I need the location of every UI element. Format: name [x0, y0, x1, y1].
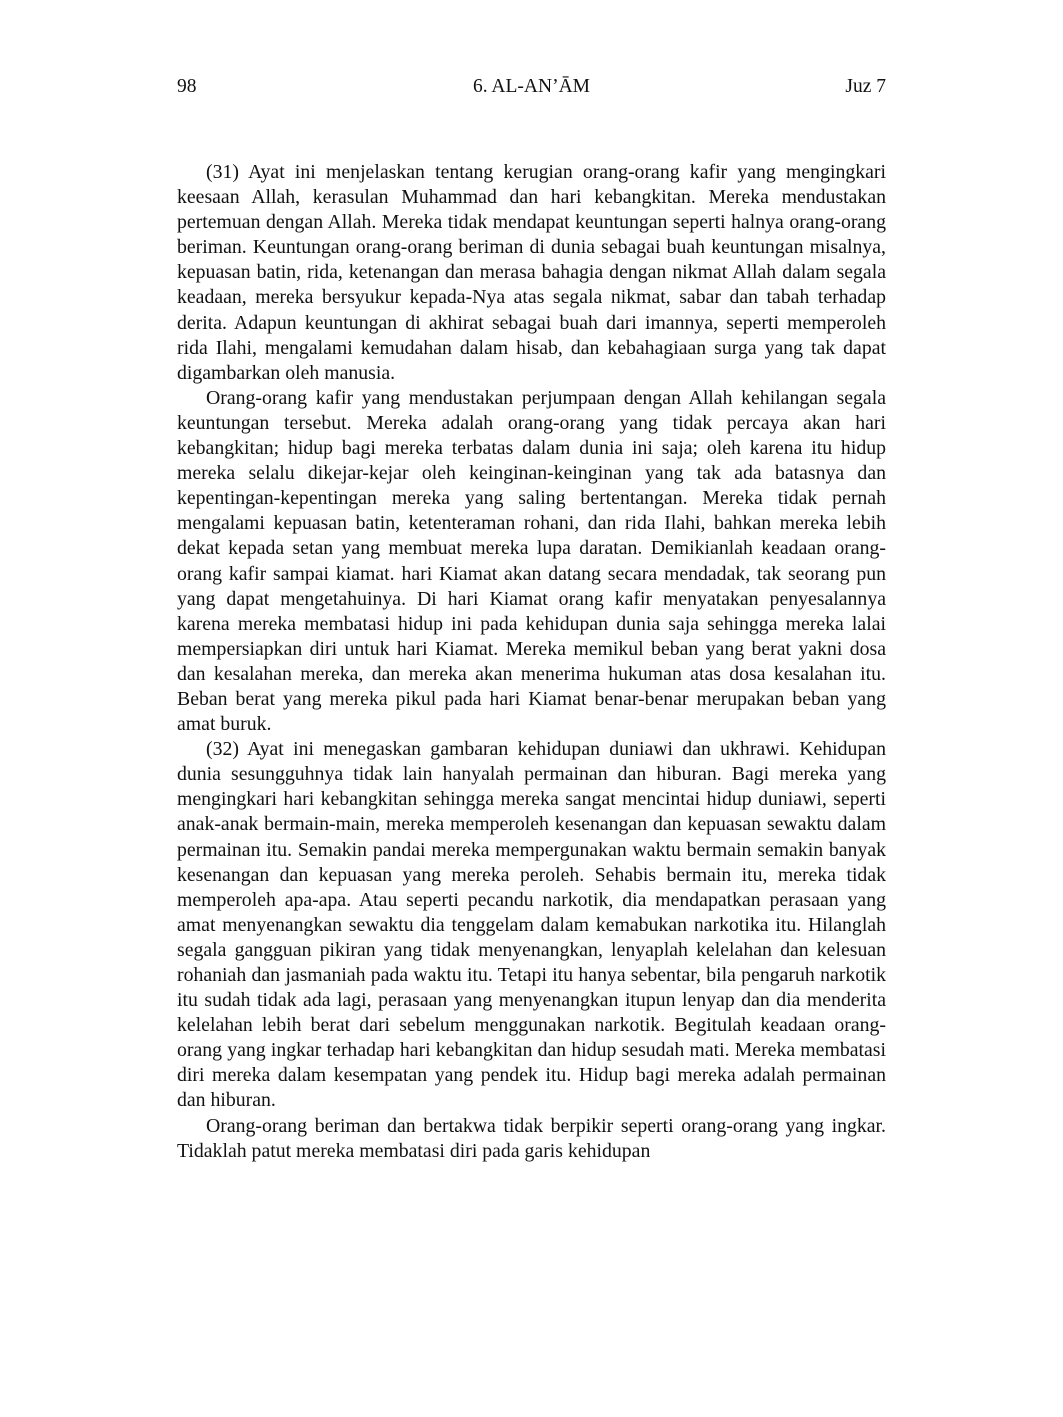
page-number: 98	[177, 76, 197, 97]
paragraph-believers: Orang-orang beriman dan bertakwa tidak berpikir seperti orang-orang yang ingkar. Tidaklah patut mereka membatasi diri pada garis kehidupan	[177, 1114, 886, 1162]
juz-label: Juz 7	[845, 76, 886, 97]
paragraph-verse-31: (31) Ayat ini menjelaskan tentang kerugian orang-orang kafir yang mengingkari keesaan Allah, kerasulan Muhammad dan hari kebangkitan. Mereka mendustakan pertemuan dengan Allah. Mereka tidak mendapat keuntungan seperti halnya orang-orang beriman. Keuntungan orang-orang beriman di dunia sebagai buah keuntungan misalnya, kepuasan batin, rida, ketenangan dan merasa bahagia dengan nikmat Allah dalam segala keadaan, mereka bersyukur kepada-Nya atas segala nikmat, sabar dan tabah terhadap derita. Adapun keuntungan di akhirat sebagai buah dari imannya, seperti memperoleh rida Ilahi, mengalami kemudahan dalam hisab, dan kebahagiaan surga yang tak dapat digambarkan oleh manusia.	[177, 161, 886, 384]
page-header	[177, 76, 886, 102]
paragraph-kafir-loss: Orang-orang kafir yang mendustakan perjumpaan dengan Allah kehilangan segala keuntungan tersebut. Mereka adalah orang-orang yang tidak percaya akan hari kebangkitan; hidup bagi mereka terbatas dalam dunia ini saja; oleh karena itu hidup mereka selalu dikejar-kejar oleh keinginan-keinginan yang tak ada batasnya dan kepentingan-kepentingan mereka yang saling bertentangan. Mereka tidak pernah mengalami kepuasan batin, ketenteraman rohani, dan rida Ilahi, bahkan mereka lebih dekat kepada setan yang membuat mereka lupa daratan. Demikianlah keadaan orang-orang kafir sampai kiamat. hari Kiamat akan datang secara mendadak, tak seorang pun yang dapat mengetahuinya. Di hari Kiamat orang kafir menyatakan penyesalannya karena mereka membatasi hidup ini pada kehidupan dunia saja sehingga mereka lalai mempersiapkan diri untuk hari Kiamat. Mereka memikul beban yang berat yakni dosa dan kesalahan mereka, dan mereka akan menerima hukuman atas dosa kesalahan itu. Beban berat yang mereka pikul pada hari Kiamat benar-benar merupakan beban yang amat buruk.	[177, 386, 886, 736]
chapter-title: 6. AL-AN’ĀM	[473, 76, 590, 97]
body-text	[177, 160, 886, 1164]
paragraph-verse-32: (32) Ayat ini menegaskan gambaran kehidupan duniawi dan ukhrawi. Kehidupan dunia sesungguhnya tidak lain hanyalah permainan dan hiburan. Bagi mereka yang mengingkari hari kebangkitan sehingga mereka sangat mencintai hidup duniawi, seperti anak-anak bermain-main, mereka memperoleh kesenangan dan kepuasan sewaktu dalam permainan itu. Semakin pandai mereka mempergunakan waktu bermain semakin banyak kesenangan dan kepuasan yang mereka peroleh. Sehabis bermain itu, mereka tidak memperoleh apa-apa. Atau seperti pecandu narkotik, dia mendapatkan perasaan yang amat menyenangkan sewaktu dia tenggelam dalam kemabukan narkotika itu. Hilanglah segala gangguan pikiran yang tidak menyenangkan, lenyaplah kelelahan dan kelesuan rohaniah dan jasmaniah pada waktu itu. Tetapi itu hanya sebentar, bila pengaruh narkotik itu sudah tidak ada lagi, perasaan yang menyenangkan itupun lenyap dan dia menderita kelelahan lebih berat dari sebelum menggunakan narkotik. Begitulah keadaan orang-orang yang ingkar terhadap hari kebangkitan dan hidup sesudah mati. Mereka membatasi diri mereka dalam kesempatan yang pendek itu. Hidup bagi mereka adalah permainan dan hiburan.	[177, 738, 886, 1112]
